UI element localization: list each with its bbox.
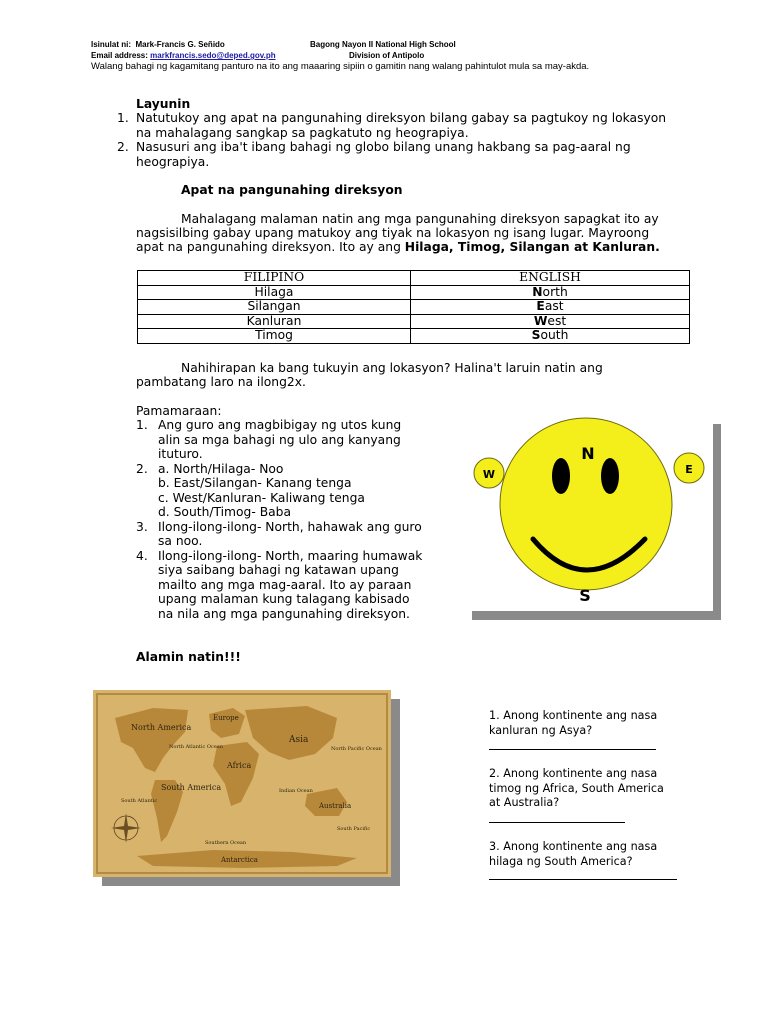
compass-west-label: W [482,468,496,481]
map-label-asia: Asia [289,735,309,745]
compass-east-label: E [685,463,693,476]
author-line [91,40,225,49]
map-label-australia: Australia [319,802,352,810]
direction-table [137,270,690,344]
table-cell-english: South [411,329,690,344]
table-cell-english: West [411,314,690,329]
layunin-text-1 [136,111,716,140]
copyright-notice: Walang bahagi ng kagamitang panturo na ito ang maaaring sipiin o gamitin nang walang pahintulot mula sa may-akda. [91,61,590,72]
section-para-line3 [136,240,660,255]
table-row [138,300,690,315]
step [136,462,456,520]
layunin-line: Nasusuri ang iba't ibang bahagi ng globo bilang unang hakbang sa pag-aaral ng [136,140,631,154]
smiley-left-eye [552,458,570,494]
email-line [91,51,276,60]
map-label-north-pacific: North Pacific Ocean [331,746,382,752]
table-cell-english: North [411,285,690,300]
map-label-north-atlantic: North Atlantic Ocean [169,744,223,750]
step [136,520,456,549]
para-bold-text: Hilaga, Timog, Silangan at Kanluran. [404,240,660,254]
layunin-line: Natutukoy ang apat na pangunahing direksyon bilang gabay sa pagtukoy ng lokasyon [136,111,667,125]
table-header-row [138,271,690,286]
pamamaraan-title: Pamamaraan: [136,404,222,418]
layunin-item-2 [117,140,129,155]
question-3: 3. Anong kontinente ang nasa hilaga ng South America? [489,840,658,868]
map-label-indian-ocean: Indian Ocean [279,788,313,794]
smiley-compass-figure [463,415,723,621]
answer-line-2[interactable] [489,822,625,823]
step-num: 3. [136,519,148,534]
email-link[interactable]: markfrancis.sedo@deped.gov.ph [150,51,276,60]
step [136,549,456,622]
step [136,418,456,462]
layunin-item-1 [117,111,129,126]
alamin-title: Alamin natin!!! [136,650,241,664]
compass-south-label: S [579,586,591,605]
division-name: Division of Antipolo [349,51,425,60]
step-text: Ilong-ilong-ilong- North, hahawak ang guro sa noo. [158,519,422,548]
layunin-text-2 [136,140,716,169]
layunin-title: Layunin [136,97,191,111]
step-num: 2. [136,461,148,476]
answer-line-1[interactable] [489,749,656,750]
table-header-english: ENGLISH [411,271,690,286]
question-2: 2. Anong kontinente ang nasa timog ng Africa, South America at Australia? [489,767,664,809]
map-label-south-pacific: South Pacific [337,826,371,832]
table-header-filipino: FILIPINO [138,271,411,286]
table-row [138,329,690,344]
map-label-africa: Africa [227,761,252,770]
layunin-line: heograpiya. [136,154,210,169]
step-text: Ilong-ilong-ilong- North, maaring humawak siya saibang bahagi ng katawan upang mailto ang mga mag-aaral. Ito ay paraan upang malaman kung talagang kabisado na nila ang mga pangunahing direksyon. [158,548,423,621]
map-label-antarctica: Antarctica [221,856,258,864]
table-cell-filipino: Hilaga [138,285,411,300]
table-cell-english: East [411,300,690,315]
author-name: Mark-Francis G. Señido [135,40,225,49]
map-label-north-america: North America [131,723,192,732]
table-cell-filipino: Kanluran [138,314,411,329]
table-row [138,285,690,300]
smiley-right-eye [601,458,619,494]
map-label-southern-ocean: Southern Ocean [205,840,247,846]
map-label-europe: Europe [213,714,239,722]
layunin-line: na mahalagang sangkap sa pagkatuto ng heograpiya. [136,125,469,140]
school-name: Bagong Nayon II National High School [310,40,456,49]
pamamaraan-list [136,418,456,621]
layunin-num: 2. [117,140,129,154]
step-text: Ang guro ang magbibigay ng utos kung alin sa mga bahagi ng ulo ang kanyang ituturo. [158,418,402,461]
section-title: Apat na pangunahing direksyon [181,183,403,197]
step-num: 4. [136,548,148,563]
compass-north-label: N [581,444,595,463]
email-label: Email address: [91,51,148,60]
table-cell-filipino: Timog [138,329,411,344]
table-row [138,314,690,329]
section-para-line2: nagsisilbing gabay upang matukoy ang tiyak na lokasyon ng isang lugar. Mayroong [136,226,650,240]
table-cell-filipino: Silangan [138,300,411,315]
map-label-south-atlantic: South Atlantic [121,798,158,804]
world-map-figure [93,690,400,886]
layunin-num: 1. [117,111,129,125]
question-1: 1. Anong kontinente ang nasa kanluran ng Asya? [489,709,658,737]
answer-line-3[interactable] [489,879,677,880]
map-label-south-america: South America [161,783,222,792]
game-line1: Nahihirapan ka bang tukuyin ang lokasyon? Halina't laruin natin ang [181,361,603,375]
step-text: a. North/Hilaga- Noo b. East/Silangan- Kanang tenga c. West/Kanluran- Kaliwang tenga d. South/Timog- Baba [158,461,365,519]
game-line2: pambatang laro na ilong2x. [136,375,306,389]
author-label: Isinulat ni: [91,40,131,49]
para-text: apat na pangunahing direksyon. Ito ay ang [136,240,405,254]
step-num: 1. [136,418,148,432]
section-para-line1: Mahalagang malaman natin ang mga pangunahing direksyon sapagkat ito ay [181,212,659,226]
